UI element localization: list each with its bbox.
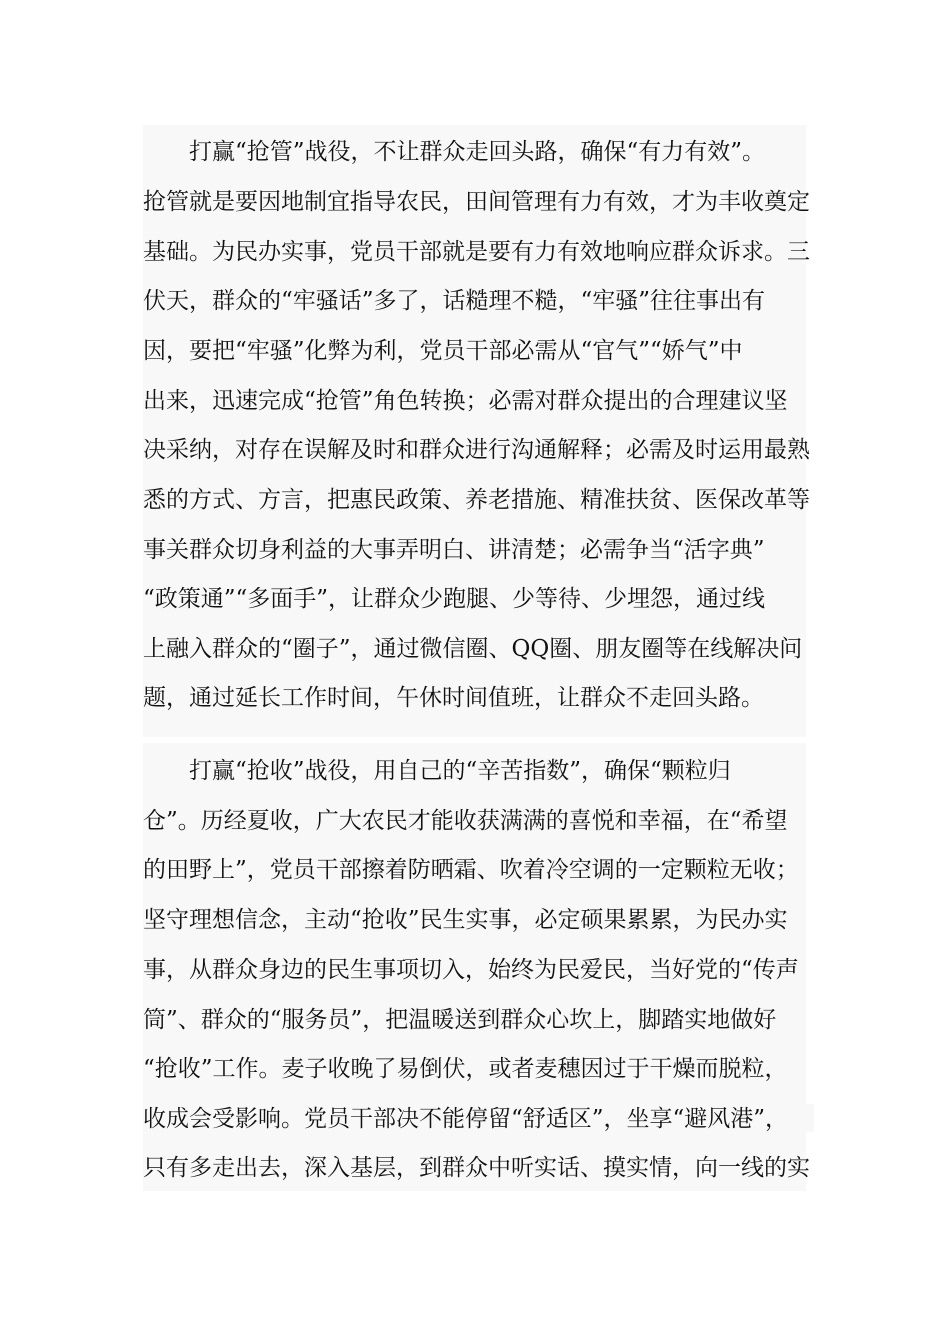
paragraph-line: 决采纳，对存在误解及时和群众进行沟通解释；必需及时运用最熟 (143, 437, 810, 463)
paragraph-line: 仓”。历经夏收，广大农民才能收获满满的喜悦和幸福，在“希望 (143, 808, 788, 834)
paragraph-1 (143, 125, 810, 737)
paragraph-line: 的田野上”，党员干部擦着防晒霜、吹着冷空调的一定颗粒无收； (143, 857, 799, 883)
paragraph-line: 收成会受影响。党员干部决不能停留“舒适区”，坐享“避风港”， (143, 1106, 789, 1132)
paragraph-line: 出来，迅速完成“抢管”角色转换；必需对群众提出的合理建议坚 (143, 388, 788, 414)
paragraph-line: 抢管就是要因地制宜指导农民，田间管理有力有效，才为丰收奠定 (143, 189, 810, 215)
paragraph-line: “政策通”“多面手”，让群众少跑腿、少等待、少埋怨，通过线 (143, 586, 766, 612)
paragraph-line: “抢收”工作。麦子收晚了易倒伏，或者麦穗因过于干燥而脱粒， (143, 1056, 788, 1082)
paragraph-2 (143, 743, 810, 1191)
paragraph-line: 伏天，群众的“牢骚话”多了，话糙理不糙，“牢骚”往往事出有 (143, 288, 766, 314)
paragraph-line: 上融入群众的“圈子”，通过微信圈、QQ圈、朋友圈等在线解决问 (143, 636, 803, 662)
paragraph-line: 打赢“抢管”战役，不让群众走回头路，确保“有力有效”。 (189, 139, 766, 165)
paragraph-line: 坚守理想信念，主动“抢收”民生实事，必定硕果累累，为民办实 (143, 907, 788, 933)
paragraph-line: 悉的方式、方言，把惠民政策、养老措施、精准扶贫、医保改革等 (143, 487, 810, 513)
paragraph-line: 筒”、群众的“服务员”，把温暖送到群众心坎上，脚踏实地做好 (143, 1007, 777, 1033)
background-sliver (806, 1104, 814, 1132)
paragraph-line: 题，通过延长工作时间，午休时间值班，让群众不走回头路。 (143, 685, 764, 711)
paragraph-line: 事，从群众身边的民生事项切入，始终为民爱民，当好党的“传声 (143, 957, 799, 983)
paragraph-line: 因，要把“牢骚”化弊为利，党员干部必需从“官气”“娇气”中 (143, 338, 743, 364)
paragraph-line: 基础。为民办实事，党员干部就是要有力有效地响应群众诉求。三 (143, 239, 810, 265)
paragraph-line: 事关群众切身利益的大事弄明白、讲清楚；必需争当“活字典” (143, 537, 765, 563)
paragraph-line: 只有多走出去，深入基层，到群众中听实话、摸实情，向一线的实 (143, 1155, 810, 1181)
paragraph-line: 打赢“抢收”战役，用自己的“辛苦指数”，确保“颗粒归 (189, 758, 731, 784)
